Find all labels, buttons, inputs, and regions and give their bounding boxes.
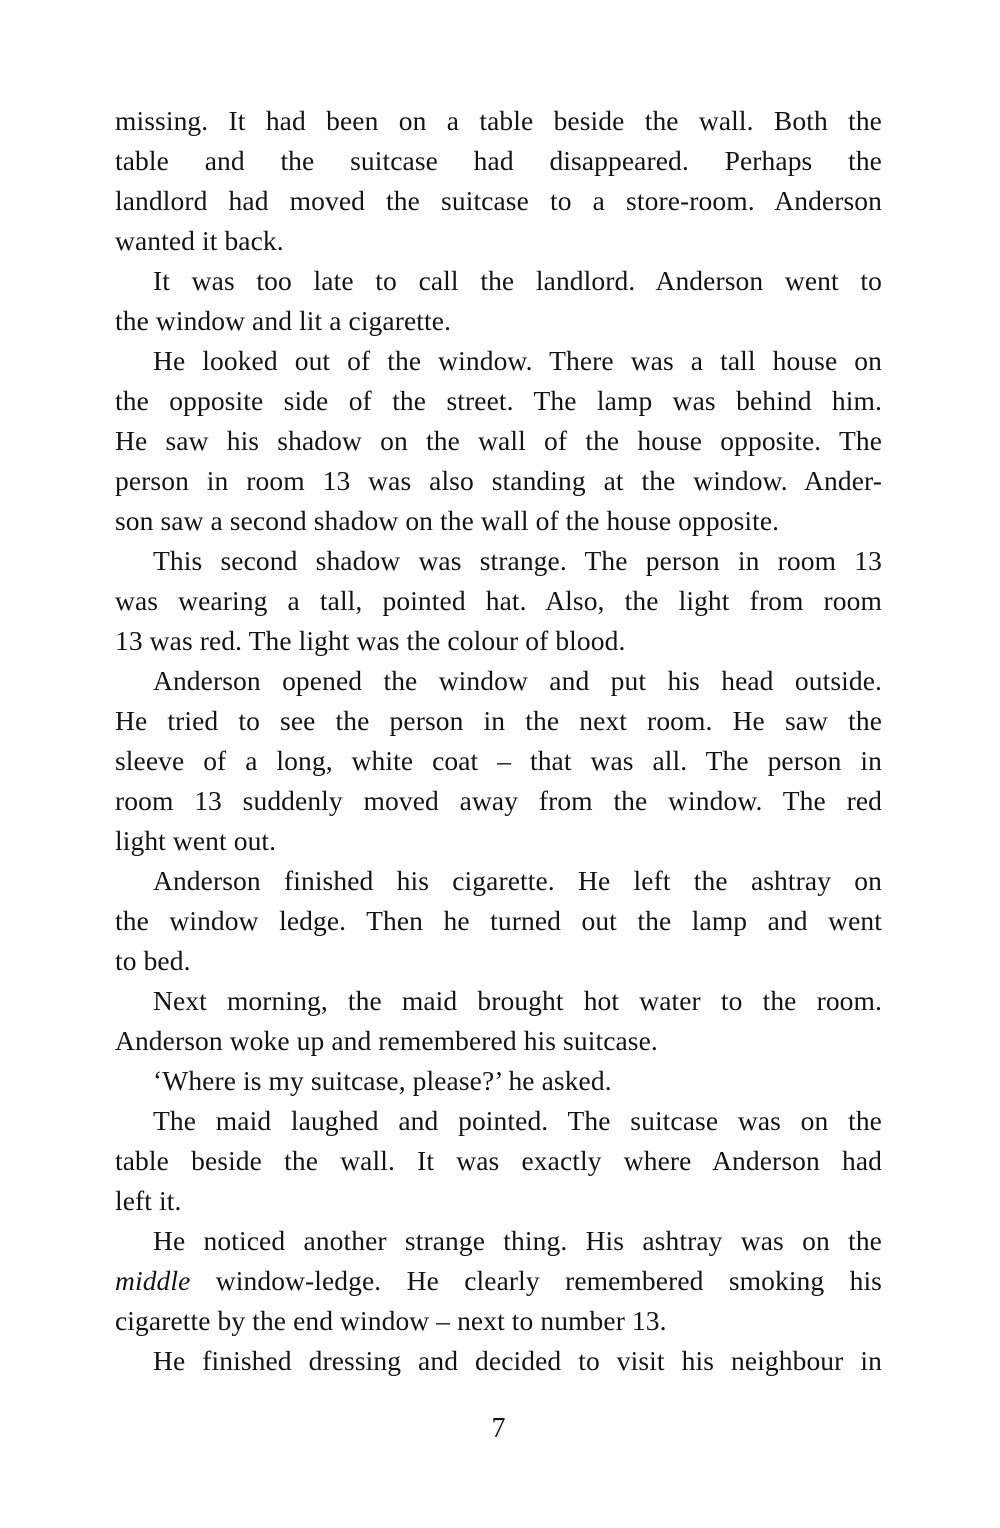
text-segment: wanted it back.: [115, 225, 284, 256]
text-segment: Anderson woke up and remembered his suitcase.: [115, 1025, 658, 1056]
text-line: [115, 1301, 882, 1341]
text-line: [115, 101, 882, 141]
text-segment: He saw his shadow on the wall of the house opposite. The: [115, 425, 882, 456]
text-segment: He tried to see the person in the next room. He saw the: [115, 705, 882, 736]
text-line: [115, 381, 882, 421]
text-segment: He looked out of the window. There was a tall house on: [153, 345, 882, 376]
text-line: [115, 741, 882, 781]
text-segment: 13 was red. The light was the colour of blood.: [115, 625, 626, 656]
text-line: [115, 141, 882, 181]
text-segment: It was too late to call the landlord. Anderson went to: [153, 265, 882, 296]
text-segment: table beside the wall. It was exactly where Anderson had: [115, 1145, 882, 1176]
text-segment: Next morning, the maid brought hot water to the room.: [153, 985, 882, 1016]
text-segment: left it.: [115, 1185, 182, 1216]
text-segment: ‘Where is my suitcase, please?’ he asked.: [153, 1065, 612, 1096]
paragraph: [115, 1221, 882, 1341]
text-segment: He finished dressing and decided to visit his neighbour in: [153, 1345, 882, 1376]
text-segment: Anderson opened the window and put his head outside.: [153, 665, 882, 696]
text-segment: was wearing a tall, pointed hat. Also, the light from room: [115, 585, 882, 616]
text-line: [115, 1341, 882, 1381]
text-segment: table and the suitcase had disappeared. Perhaps the: [115, 145, 882, 176]
text-line: [115, 1021, 882, 1061]
text-line: [115, 941, 882, 981]
text-line: [115, 821, 882, 861]
text-segment: the window ledge. Then he turned out the lamp and went: [115, 905, 882, 936]
text-segment: The maid laughed and pointed. The suitcase was on the: [153, 1105, 882, 1136]
text-segment: light went out.: [115, 825, 277, 856]
text-segment: window-ledge. He clearly remembered smoking his: [190, 1265, 882, 1296]
text-segment: Anderson finished his cigarette. He left the ashtray on: [153, 865, 882, 896]
text-line: [115, 581, 882, 621]
text-line: [115, 901, 882, 941]
text-line: [115, 221, 882, 261]
text-segment: He noticed another strange thing. His ashtray was on the: [153, 1225, 882, 1256]
paragraph: [115, 341, 882, 541]
text-line: [115, 421, 882, 461]
text-segment: This second shadow was strange. The person in room 13: [153, 545, 882, 576]
text-line: [115, 301, 882, 341]
text-line: [115, 501, 882, 541]
text-line: [115, 541, 882, 581]
paragraph: [115, 981, 882, 1061]
text-segment: cigarette by the end window – next to number 13.: [115, 1305, 667, 1336]
paragraph: [115, 541, 882, 661]
text-segment: son saw a second shadow on the wall of the house opposite.: [115, 505, 780, 536]
text-segment: landlord had moved the suitcase to a store-room. Anderson: [115, 185, 882, 216]
paragraph: [115, 861, 882, 981]
text-line: [115, 1261, 882, 1301]
paragraph: [115, 261, 882, 341]
text-line: [115, 1181, 882, 1221]
paragraph: [115, 661, 882, 861]
text-line: [115, 701, 882, 741]
text-segment: room 13 suddenly moved away from the window. The red: [115, 785, 882, 816]
text-line: [115, 181, 882, 221]
paragraph: [115, 101, 882, 261]
text-line: [115, 1141, 882, 1181]
paragraph: [115, 1101, 882, 1221]
text-segment: to bed.: [115, 945, 191, 976]
text-line: [115, 621, 882, 661]
text-line: [115, 341, 882, 381]
text-line: [115, 781, 882, 821]
text-line: [115, 1221, 882, 1261]
paragraph: [115, 1061, 882, 1101]
text-segment: missing. It had been on a table beside the wall. Both the: [115, 105, 882, 136]
text-line: [115, 861, 882, 901]
text-segment: sleeve of a long, white coat – that was all. The person in: [115, 745, 882, 776]
text-segment: person in room 13 was also standing at the window. Ander-: [115, 465, 882, 496]
page-text-block: [115, 101, 882, 1381]
text-line: [115, 981, 882, 1021]
page-number: 7: [491, 1413, 506, 1444]
text-segment: the window and lit a cigarette.: [115, 305, 452, 336]
text-line: [115, 1101, 882, 1141]
paragraph: [115, 1341, 882, 1381]
text-line: [115, 261, 882, 301]
text-line: [115, 661, 882, 701]
text-line: [115, 461, 882, 501]
text-segment: the opposite side of the street. The lamp was behind him.: [115, 385, 882, 416]
text-line: [115, 1061, 882, 1101]
italic-text: middle: [115, 1265, 191, 1296]
